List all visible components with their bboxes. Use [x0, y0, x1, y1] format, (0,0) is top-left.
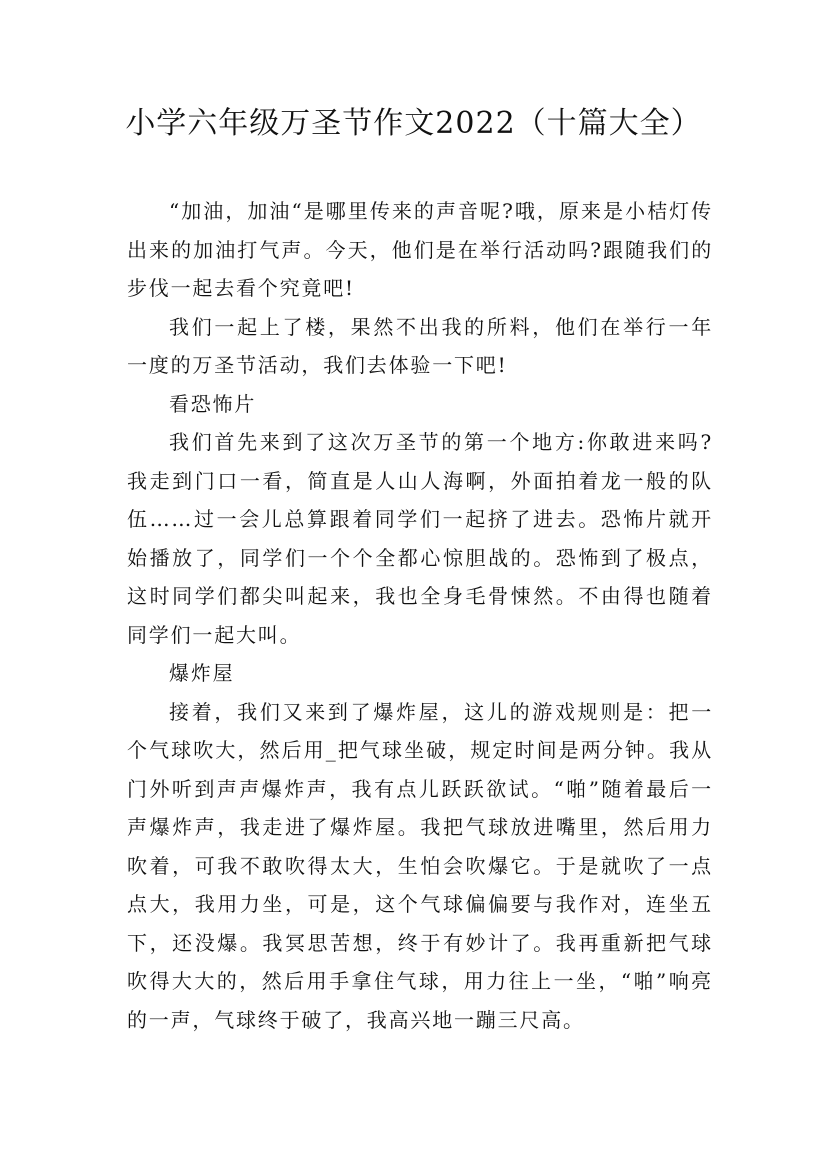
section-heading-horror-film: 看恐怖片 [169, 391, 257, 416]
paragraph-explosion-house: 接着，我们又来到了爆炸屋，这儿的游戏规则是：把一个气球吹大，然后用_把气球坐破，规定时间是两分钟。我从门外听到声声爆炸声，我有点儿跃跃欲试。“啪”随着最后一声爆炸声，我走进了爆炸屋。我把气球放进嘴里，然后用力吹着，可我不敢吹得太大，生怕会吹爆它。于是就吹了一点点大，我用力坐，可是，这个气球偏偏要与我作对，连坐五下，还没爆。我冥思苦想，终于有妙计了。我再重新把气球吹得大大的，然后用手拿住气球，用力往上一坐，“啪”响亮的一声，气球终于破了，我高兴地一蹦三尺高。 [127, 699, 713, 1032]
document-title: 小学六年级万圣节作文2022（十篇大全） [125, 106, 702, 141]
section-heading-explosion-house: 爆炸屋 [169, 661, 235, 685]
paragraph-upstairs: 我们一起上了楼，果然不出我的所料，他们在举行一年一度的万圣节活动，我们去体验一下吧! [127, 314, 713, 377]
document-body [127, 192, 713, 1039]
paragraph-horror-film: 我们首先来到了这次万圣节的第一个地方:你敢进来吗?我走到门口一看，简直是人山人海啊，外面拍着龙一般的队伍……过一会儿总算跟着同学们一起挤了进去。恐怖片就开始播放了，同学们一个个全都心惊胆战的。恐怖到了极点，这时同学们都尖叫起来，我也全身毛骨悚然。不由得也随着同学们一起大叫。 [127, 430, 713, 647]
paragraph-intro: “加油，加油“是哪里传来的声音呢?哦，原来是小桔灯传出来的加油打气声。今天，他们是在举行活动吗?跟随我们的步伐一起去看个究竟吧! [127, 199, 713, 300]
